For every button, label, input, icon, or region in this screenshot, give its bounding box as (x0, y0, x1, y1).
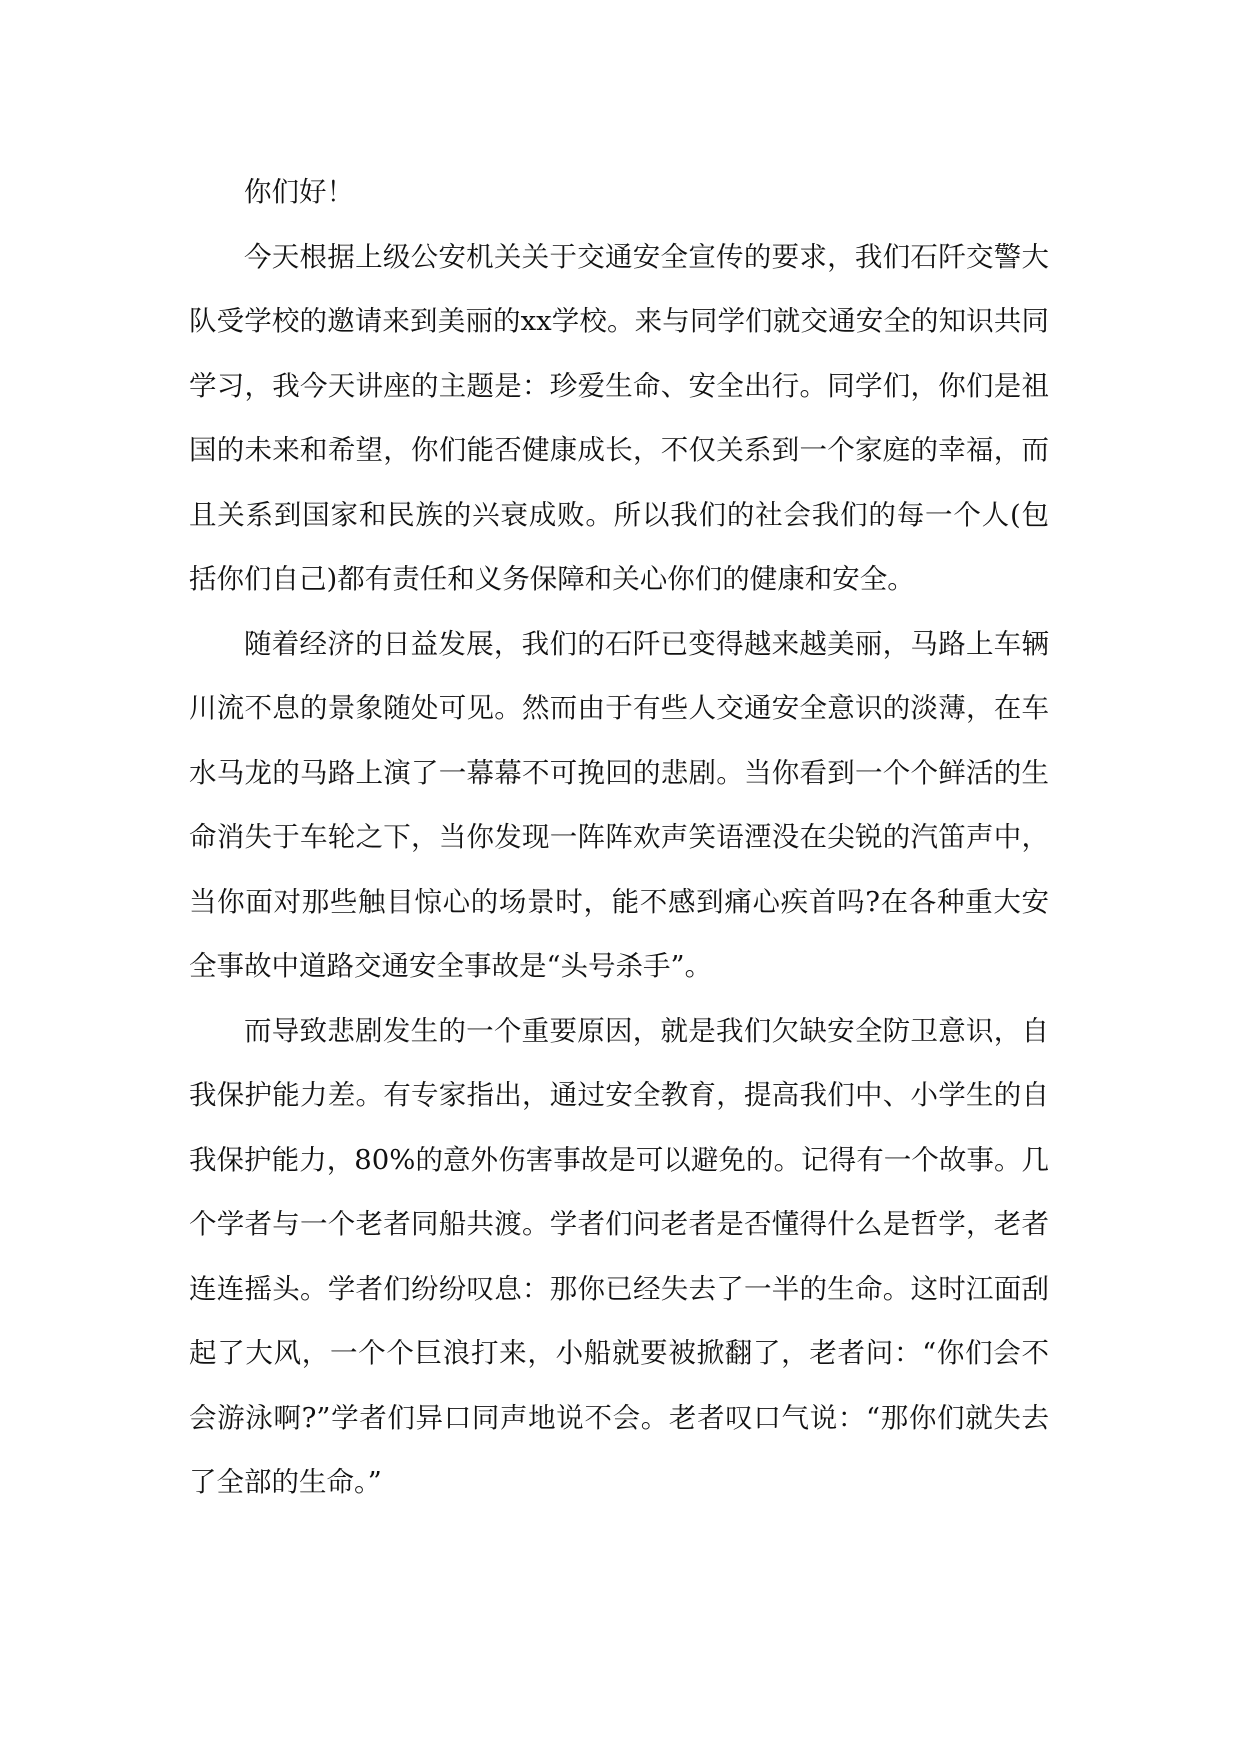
body-paragraph-3: 而导致悲剧发生的一个重要原因，就是我们欠缺安全防卫意识，自我保护能力差。有专家指出，通过安全教育，提高我们中、小学生的自我保护能力，80%的意外伤害事故是可以避免的。记得有一个故事。几个学者与一个老者同船共渡。学者们问老者是否懂得什么是哲学，老者连连摇头。学者们纷纷叹息：那你已经失去了一半的生命。这时江面刮起了大风，一个个巨浪打来，小船就要被掀翻了，老者问：“你们会不会游泳啊?”学者们异口同声地说不会。老者叹口气说：“那你们就失去了全部的生命。” (189, 1014, 1049, 1498)
body-paragraph-1: 今天根据上级公安机关关于交通安全宣传的要求，我们石阡交警大队受学校的邀请来到美丽的xx学校。来与同学们就交通安全的知识共同学习，我今天讲座的主题是：珍爱生命、安全出行。同学们，你们是祖国的未来和希望，你们能否健康成长，不仅关系到一个家庭的幸福，而且关系到国家和民族的兴衰成败。所以我们的社会我们的每一个人(包括你们自己)都有责任和义务保障和关心你们的健康和安全。 (189, 240, 1049, 595)
body-paragraph-2: 随着经济的日益发展，我们的石阡已变得越来越美丽，马路上车辆川流不息的景象随处可见。然而由于有些人交通安全意识的淡薄，在车水马龙的马路上演了一幕幕不可挽回的悲剧。当你看到一个个鲜活的生命消失于车轮之下，当你发现一阵阵欢声笑语湮没在尖锐的汽笛声中，当你面对那些触目惊心的场景时，能不感到痛心疾首吗?在各种重大安全事故中道路交通安全事故是“头号杀手”。 (189, 627, 1049, 982)
greeting-paragraph: 你们好！ (244, 176, 354, 208)
document-body (189, 160, 1049, 1515)
